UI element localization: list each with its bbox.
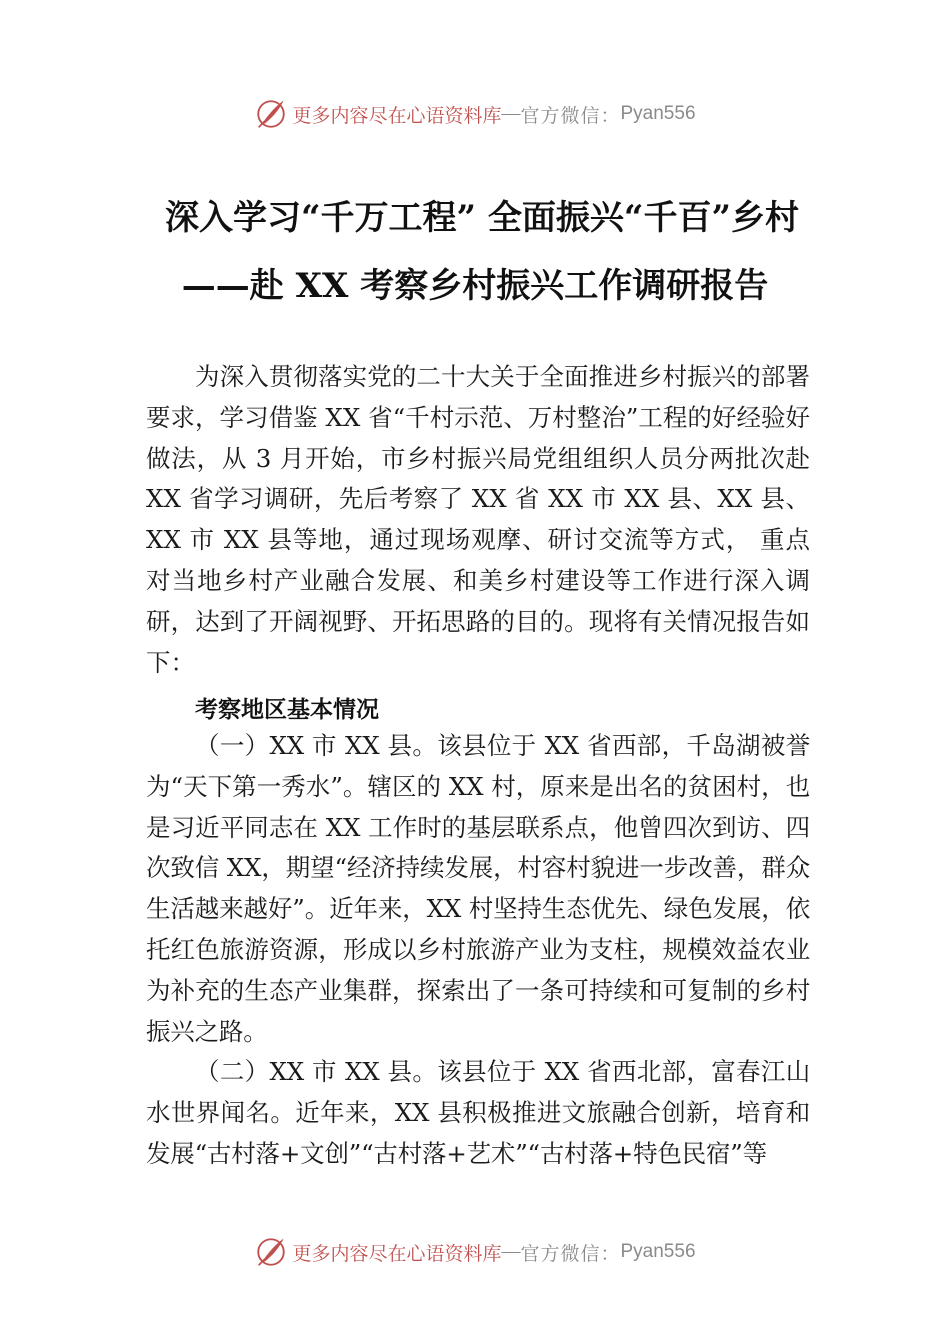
watermark-separator: — xyxy=(501,103,521,124)
watermark-site-text: 更多内容尽在心语资料库 xyxy=(292,104,502,127)
watermark-separator: — xyxy=(501,1241,521,1262)
document-subtitle: ——赴 XX 考察乡村振兴工作调研报告 xyxy=(181,266,769,306)
quill-pen-logo-icon xyxy=(254,97,288,131)
quill-pen-logo-icon xyxy=(254,1235,288,1269)
watermark-wechat-label: 官方微信： xyxy=(520,1242,621,1265)
intro-paragraph: 为深入贯彻落实党的二十大关于全面推进乡村振兴的部署要求，学习借鉴 XX 省“千村示范、万村整治”工程的好经验好做法，从 3 月开始，市乡村振兴局党组组织人员分两批次赴 XX 省学习调研，先后考察了 XX 省 XX 市 XX 县、XX 县、XX 市 XX 县等地，通过现场观摩、研讨交流等方式， 重点对当地乡村产业融合发展、和美乡村建设等工作进行深入调研，达到了开阔视野、开拓思路的目的。现将有关情况报告如下： xyxy=(146,362,810,677)
header-watermark xyxy=(0,94,950,134)
body-paragraph-1: （一）XX 市 XX 县。该县位于 XX 省西部，千岛湖被誉为“天下第一秀水”。辖区的 XX 村，原来是出名的贫困村，也是习近平同志在 XX 工作时的基层联系点，他曾四次到访、四次致信 XX，期望“经济持续发展，村容村貌进一步改善，群众生活越来越好”。近年来，XX 村坚持生态优先、绿色发展，依托红色旅游资源，形成以乡村旅游产业为支柱，规模效益农业为补充的生态产业集群，探索出了一条可持续和可复制的乡村振兴之路。 xyxy=(146,731,810,1046)
watermark-wechat-id: Pyan556 xyxy=(620,1241,696,1262)
document-title: 深入学习“千万工程” 全面振兴“千百”乡村 xyxy=(164,198,800,238)
watermark-site-text: 更多内容尽在心语资料库 xyxy=(292,1242,502,1265)
watermark-wechat-id: Pyan556 xyxy=(620,103,696,124)
watermark-wechat-label: 官方微信： xyxy=(520,104,621,127)
footer-watermark xyxy=(0,1232,950,1272)
body-paragraph-2: （二）XX 市 XX 县。该县位于 XX 省西北部，富春江山水世界闻名。近年来，XX 县积极推进文旅融合创新，培育和发展“古村落+文创”“古村落+艺术”“古村落+特色民宿”等 xyxy=(146,1057,810,1168)
section-heading: 考察地区基本情况 xyxy=(195,697,379,723)
